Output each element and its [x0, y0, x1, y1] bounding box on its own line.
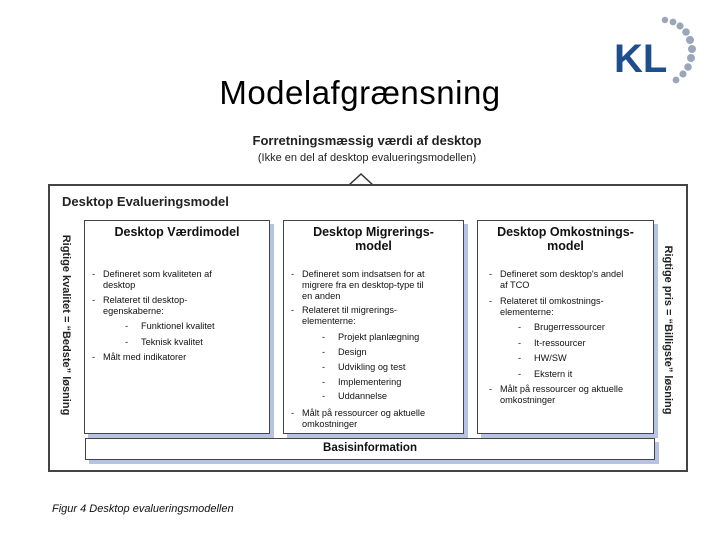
cost-model-title-line2: model	[547, 239, 584, 253]
price-side-label: Rigtige pris = “Billigste” løsning	[662, 245, 674, 415]
business-value-subtitle: (Ikke en del af desktop evalueringsmodellen)	[257, 152, 477, 164]
list-item: af TCO	[500, 280, 530, 290]
value-model-title-line1: Desktop Værdimodel	[114, 225, 240, 239]
list-item: - Brugerressourcer	[518, 322, 605, 332]
list-item: - Teknisk kvalitet	[125, 337, 203, 347]
list-item: - Uddannelse	[322, 391, 388, 401]
list-item: - Relateret til desktop-	[92, 295, 188, 305]
list-item: - Relateret til migrerings-	[291, 305, 397, 315]
list-item: - Målt på ressourcer og aktuelle	[489, 384, 624, 394]
list-item: - Udvikling og test	[322, 362, 406, 372]
list-item: - Målt med indikatorer	[92, 352, 187, 362]
migration-model-title	[284, 225, 463, 253]
cost-model-box	[477, 220, 654, 434]
list-item: - Målt på ressourcer og aktuelle	[291, 408, 426, 418]
cost-model-title-line1: Desktop Omkostnings-	[497, 225, 634, 239]
list-item: - Funktionel kvalitet	[125, 321, 215, 331]
list-item: - Defineret som kvaliteten af	[92, 269, 212, 279]
list-item: omkostninger	[500, 395, 556, 405]
list-item: elementerne:	[500, 307, 554, 317]
basis-information-label: Basisinformation	[323, 442, 417, 454]
migration-model-title-line2: model	[355, 239, 392, 253]
list-item: - It-ressourcer	[518, 338, 586, 348]
list-item: - Defineret som indsatsen for at	[291, 269, 425, 279]
list-item: en anden	[302, 291, 341, 301]
cost-model-title	[478, 225, 653, 253]
list-item: - Relateret til omkostnings-	[489, 296, 604, 306]
value-model-title	[85, 225, 269, 239]
list-item: elementerne:	[302, 316, 356, 326]
evaluation-model-title: Desktop Evalueringsmodel	[62, 194, 229, 209]
list-item: - Defineret som desktop's andel	[489, 269, 624, 279]
list-item: - HW/SW	[518, 353, 567, 363]
list-item: egenskaberne:	[103, 306, 164, 316]
list-item: - Design	[322, 347, 367, 357]
migration-model-title-line1: Desktop Migrerings-	[313, 225, 434, 239]
list-item: - Ekstern it	[518, 369, 573, 379]
list-item: omkostninger	[302, 419, 358, 429]
list-item: desktop	[103, 280, 136, 290]
logo-text: KL	[614, 37, 668, 81]
business-value-title: Forretningsmæssig værdi af desktop	[252, 133, 482, 148]
value-model-box	[84, 220, 270, 434]
list-item: - Implementering	[322, 377, 402, 387]
list-item: migrere fra en desktop-type til	[302, 280, 424, 290]
migration-model-box	[283, 220, 464, 434]
figure-caption: Figur 4 Desktop evalueringsmodellen	[52, 503, 234, 515]
quality-side-label: Rigtige kvalitet = “Bedste” løsning	[60, 234, 72, 416]
slide-title: Modelafgrænsning	[219, 74, 501, 111]
list-item: - Projekt planlægning	[322, 332, 420, 342]
